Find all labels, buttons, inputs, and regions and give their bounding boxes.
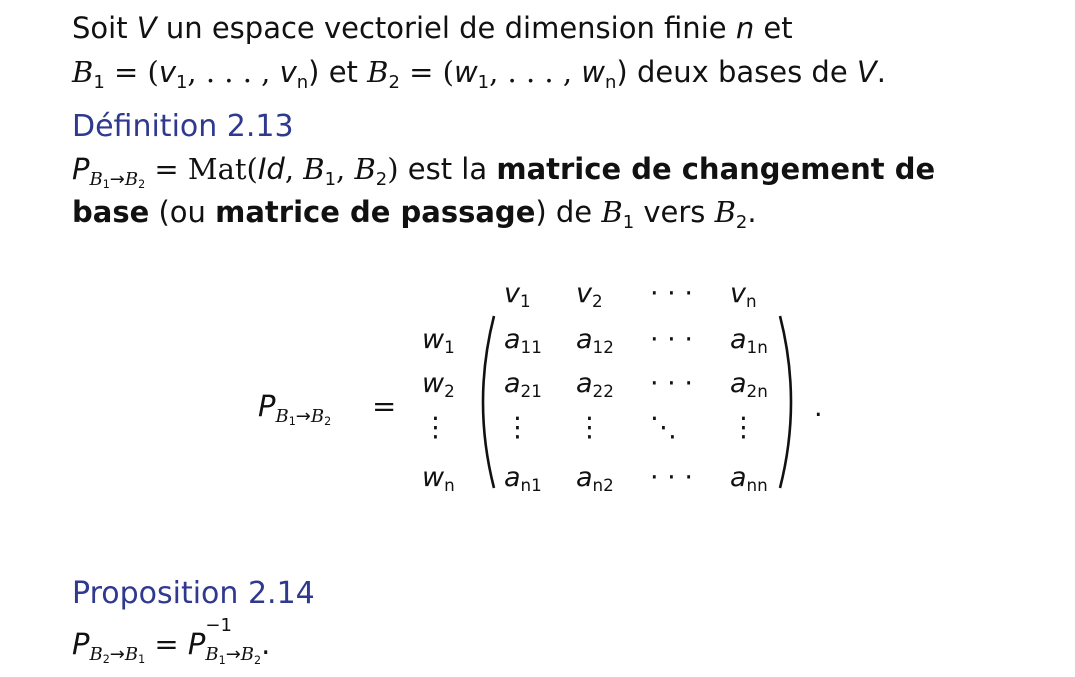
column-header: $v_n$ <box>730 278 757 312</box>
intro-text: Soit <box>72 11 137 45</box>
column-header: · · · <box>650 278 693 309</box>
proposition-formula <box>72 615 271 667</box>
left-parenthesis <box>468 312 498 492</box>
math-symbol: = ( <box>399 55 454 89</box>
definition-bold-term: base <box>72 195 150 229</box>
matrix-entry: $a_{1n}$ <box>730 324 768 358</box>
subscript: 1 <box>477 71 490 93</box>
var-v: v <box>279 55 297 89</box>
matrix-lhs: $P_{B_1\to B_2}$ <box>258 389 332 429</box>
subscript: 1 <box>324 168 337 190</box>
matrix-equals: = <box>372 389 397 423</box>
row-header: $w_2$ <box>422 368 455 402</box>
definition-heading: Définition 2.13 <box>72 109 294 144</box>
basis-B: B <box>714 195 736 229</box>
definition-bold-term: matrice de changement de <box>496 152 936 186</box>
matrix-entry: ⋮ <box>504 412 531 443</box>
row-header: $w_1$ <box>422 324 455 358</box>
intro-text: et <box>754 11 793 45</box>
matrix-entry: $a_{12}$ <box>576 324 614 358</box>
intro-text: ) deux bases de <box>616 55 857 89</box>
mat-operator: Mat <box>187 152 247 186</box>
proposition-heading: Proposition 2.14 <box>72 576 315 611</box>
matrix-entry: $a_{n1}$ <box>504 462 542 496</box>
var-P: P <box>72 627 90 661</box>
matrix-entry: ⋮ <box>730 412 757 443</box>
matrix-entry: $a_{2n}$ <box>730 368 768 402</box>
definition-text: vers <box>634 195 715 229</box>
math-symbol: = <box>145 152 188 186</box>
matrix-entry: $a_{22}$ <box>576 368 614 402</box>
subscript: 2 <box>375 168 388 190</box>
row-header: $w_n$ <box>422 462 455 496</box>
intro-text: ) et <box>308 55 368 89</box>
definition-text: ) de <box>535 195 602 229</box>
matrix-entry: · · · <box>650 462 693 493</box>
var-v: v <box>158 55 176 89</box>
var-P: P <box>187 627 206 661</box>
subscript: 1 <box>93 71 105 93</box>
math-symbol: ( <box>246 152 258 186</box>
basis-B: B <box>367 55 389 89</box>
matrix-entry: $a_{n2}$ <box>576 462 614 496</box>
math-symbol: = <box>145 627 188 661</box>
matrix-entry: ⋱ <box>650 412 677 443</box>
matrix-entry: $a_{21}$ <box>504 368 542 402</box>
definition-text: . <box>747 195 757 229</box>
matrix-entry: ⋮ <box>576 412 603 443</box>
var-V: V <box>136 11 157 45</box>
matrix-entry: · · · <box>650 324 693 355</box>
definition-bold-term: matrice de passage <box>215 195 536 229</box>
var-Id: Id <box>257 152 285 186</box>
math-symbol: = ( <box>104 55 159 89</box>
definition-text: est la <box>398 152 497 186</box>
sub-superscript: −1 $_{B_1\to B_2}$ <box>205 615 262 667</box>
intro-text: . <box>876 55 886 89</box>
basis-B: B <box>303 152 325 186</box>
var-P: P <box>72 152 90 186</box>
subscript: 2 <box>388 71 400 93</box>
basis-B: B <box>601 195 623 229</box>
matrix-entry: $a_{11}$ <box>504 324 542 358</box>
column-header: $v_2$ <box>576 278 603 312</box>
var-n: n <box>735 11 755 45</box>
subscript: n <box>296 71 309 93</box>
proposition-text: . <box>261 627 271 661</box>
matrix-entry: · · · <box>650 368 693 399</box>
row-header: ⋮ <box>422 412 449 443</box>
right-parenthesis <box>776 312 806 492</box>
var-V: V <box>856 55 877 89</box>
intro-text: un espace vectoriel de dimension finie <box>156 11 736 45</box>
var-w: w <box>453 55 478 89</box>
subscript: 2 <box>735 211 748 233</box>
subscript: 1 <box>175 71 188 93</box>
math-symbol: , . . . , <box>489 55 582 89</box>
matrix-entry: $a_{nn}$ <box>730 462 768 496</box>
basis-B: B <box>354 152 376 186</box>
subscript: 1 <box>622 211 635 233</box>
math-symbol: , <box>336 152 355 186</box>
math-symbol: , . . . , <box>187 55 280 89</box>
column-header: $v_1$ <box>504 278 531 312</box>
math-symbol: , <box>284 152 304 186</box>
subscript: B1→B2 <box>89 168 146 192</box>
subscript: B2→B1 <box>89 643 146 667</box>
basis-B: B <box>72 55 94 89</box>
matrix-trailing-dot: . <box>814 392 823 423</box>
math-symbol: ) <box>387 152 399 186</box>
var-w: w <box>581 55 606 89</box>
definition-text: (ou <box>149 195 216 229</box>
subscript: n <box>605 71 617 93</box>
